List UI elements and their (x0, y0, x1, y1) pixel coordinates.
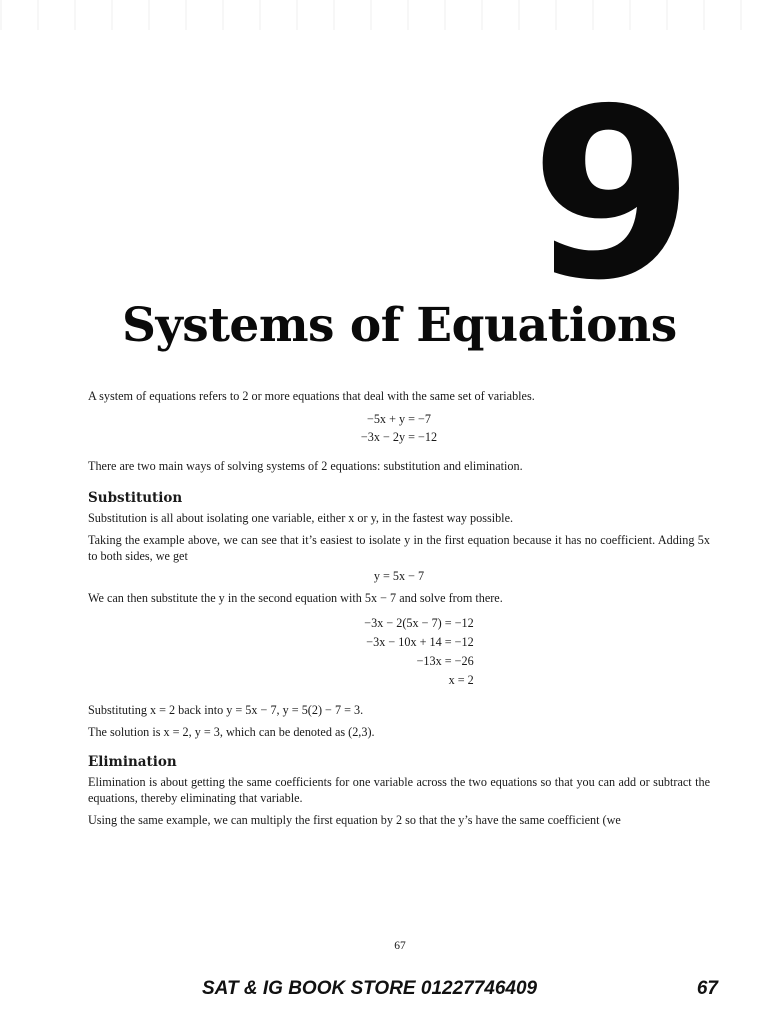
elimination-p2: Using the same example, we can multiply the first equation by 2 so that the y’s have the same coefficient (we (88, 813, 621, 827)
footer-page-number: 67 (696, 978, 718, 999)
chapter-title: Systems of Equations (122, 298, 677, 353)
substitution-heading: Substitution (88, 490, 183, 506)
substitution-p2: Taking the example above, we can see that it’s easiest to isolate y in the first equation because it has no coefficient. Adding 5x to both sides, we get (88, 533, 710, 563)
substitution-p3: We can then substitute the y in the second equation with 5x − 7 and solve from there. (88, 591, 503, 605)
equation-2: −3x − 2y = −12 (360, 430, 438, 444)
substitution-p1: Substitution is all about isolating one variable, either x or y, in the fastest way possible. (88, 511, 514, 525)
page-content (88, 388, 710, 834)
step-2: −3x − 10x + 14 = −12 (366, 635, 474, 649)
page-number: 67 (394, 940, 406, 952)
example-system (88, 410, 710, 446)
intro-paragraph: A system of equations refers to 2 or more equations that deal with the same set of variables. (88, 389, 535, 403)
chapter-number: 9 (530, 59, 690, 332)
scan-artifact (0, 0, 768, 30)
isolated-equation: y = 5x − 7 (373, 569, 425, 583)
step-3: −13x = −26 (416, 654, 474, 668)
footer-store: SAT & IG BOOK STORE 01227746409 (202, 978, 538, 999)
methods-paragraph: There are two main ways of solving systems of 2 equations: substitution and elimination. (88, 459, 523, 473)
footer (0, 978, 768, 1006)
substitution-p5: The solution is x = 2, y = 3, which can be denoted as (2,3). (88, 725, 375, 739)
step-1: −3x − 2(5x − 7) = −12 (364, 616, 474, 630)
step-4: x = 2 (448, 673, 474, 687)
elimination-p1: Elimination is about getting the same coefficients for one variable across the two equations so that you can add or subtract the equations, thereby eliminating that variable. (88, 775, 710, 805)
substitution-p4: Substituting x = 2 back into y = 5x − 7, y = 5(2) − 7 = 3. (88, 703, 364, 717)
elimination-heading: Elimination (88, 754, 177, 770)
equation-1: −5x + y = −7 (366, 412, 432, 426)
solution-steps (88, 614, 710, 690)
